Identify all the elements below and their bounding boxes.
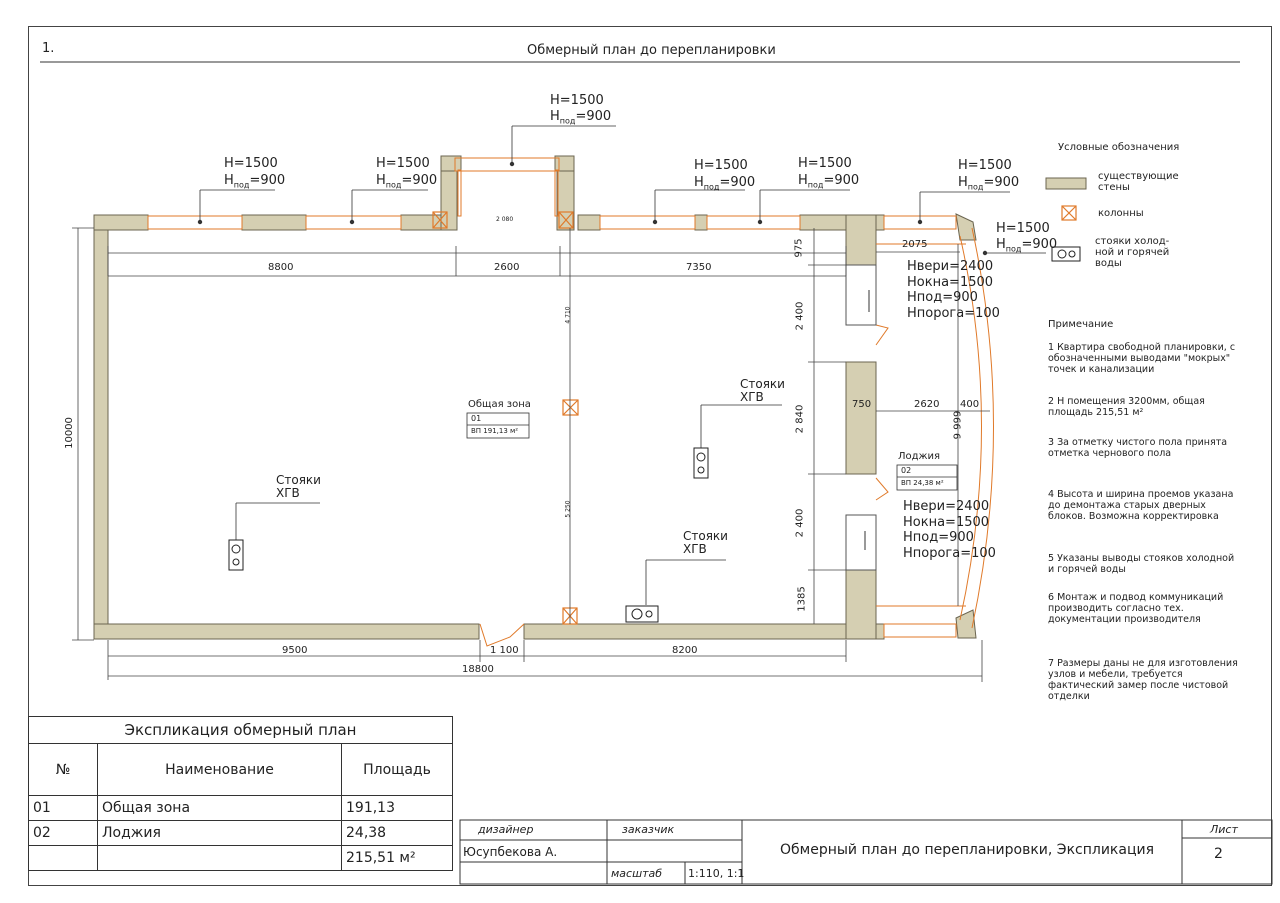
room-loggia-area: ВП 24,38 м²	[901, 479, 944, 487]
door-spec-lower: Hвери=2400 Hокна=1500 Hпод=900 Hпорога=100	[903, 499, 996, 561]
dim-right-4: 2 400	[794, 508, 806, 538]
explication-table	[28, 716, 453, 871]
customer-label: заказчик	[622, 823, 675, 836]
note-item: 6 Монтаж и подвод коммуникаций производить согласно тех. документации производителя	[1048, 592, 1224, 625]
dim-column-lower: 5 250	[564, 500, 572, 518]
dim-loggia-height: 9 999	[952, 410, 964, 440]
window-tag-h: H=1500	[694, 158, 748, 173]
window-tag-h: H=1500	[996, 221, 1050, 236]
legend-walls-label: существующие стены	[1098, 171, 1179, 193]
notes-title: Примечание	[1048, 319, 1114, 330]
window-tag-h: H=1500	[550, 93, 604, 108]
legend-title: Условные обозначения	[1058, 142, 1180, 153]
window-tag-hpod: $H_{под}=900$	[550, 109, 612, 126]
window-tag-h: H=1500	[798, 156, 852, 171]
sheet-number-value: 2	[1214, 846, 1223, 862]
note-item: 5 Указаны выводы стояков холодной и горячей воды	[1048, 553, 1235, 575]
explication-title: Экспликация обмерный план	[29, 717, 453, 744]
header-area: Площадь	[342, 744, 453, 796]
dim-loggia-top: 2075	[902, 239, 928, 250]
door-spec-upper: Hвери=2400 Hокна=1500 Hпод=900 Hпорога=100	[907, 259, 1000, 321]
window-tag-hpod: $H_{под}=900$	[996, 237, 1058, 254]
dim-bottom-total: 18800	[462, 664, 494, 675]
legend-risers-label: стояки холод- ной и горячей воды	[1095, 236, 1170, 269]
header-name: Наименование	[98, 744, 342, 796]
title-block-title: Обмерный план до перепланировки, Экспликация	[780, 842, 1155, 858]
dim-bay: 2 080	[496, 216, 514, 223]
note-item: 3 За отметку чистого пола принята отметка чернового пола	[1048, 437, 1228, 459]
dim-right-5: 1385	[796, 586, 808, 612]
dim-left-total: 10000	[63, 417, 75, 449]
sheet-label: Лист	[1210, 823, 1238, 836]
riser-label: Стояки ХГВ	[740, 377, 785, 404]
window-tag-hpod: $H_{под}=900$	[958, 175, 1020, 192]
scale-label: масштаб	[611, 867, 663, 880]
riser-label: Стояки ХГВ	[683, 529, 728, 556]
room-main-name: Общая зона	[468, 399, 531, 410]
window-tag-hpod: $H_{под}=900$	[376, 173, 438, 190]
dim-top-left: 8800	[268, 262, 294, 273]
columns	[433, 212, 578, 624]
note-item: 4 Высота и ширина проемов указана до демонтажа старых дверных блоков. Возможна корректировка	[1048, 489, 1234, 522]
note-item: 2 H помещения 3200мм, общая площадь 215,51 м²	[1048, 396, 1205, 418]
window-tag-h: H=1500	[376, 156, 430, 171]
window-tag-hpod: $H_{под}=900$	[798, 173, 860, 190]
table-row: 02 Лоджия 24,38	[29, 821, 453, 846]
room-main-area: ВП 191,13 м²	[471, 427, 519, 435]
dim-column-upper: 4 710	[564, 306, 572, 324]
riser-label: Стояки ХГВ	[276, 473, 321, 500]
room-loggia-name: Лоджия	[898, 451, 941, 462]
dim-loggia-mid-3: 400	[960, 399, 980, 410]
dim-top-right: 7350	[686, 262, 712, 273]
window-tag-hpod: $H_{под}=900$	[694, 175, 756, 192]
dim-right-1: 975	[793, 238, 805, 258]
header-number: №	[29, 744, 98, 796]
window-tag-h: H=1500	[224, 156, 278, 171]
note-item: 7 Размеры даны не для изготовления узлов и мебели, требуется фактический замер после чистовой отделки	[1048, 658, 1238, 702]
table-row: 215,51 м²	[29, 846, 453, 871]
designer-name: Юсупбекова А.	[463, 845, 558, 859]
window-tag-hpod: $H_{под}=900$	[224, 173, 286, 190]
dim-loggia-mid-1: 750	[852, 399, 872, 410]
dim-top-mid: 2600	[494, 262, 520, 273]
designer-label: дизайнер	[478, 823, 534, 836]
room-main-code: 01	[471, 414, 482, 423]
dim-loggia-mid-2: 2620	[914, 399, 940, 410]
dim-bottom-left: 9500	[282, 645, 308, 656]
scale-value: 1:110, 1:1	[688, 867, 745, 880]
dim-right-3: 2 840	[794, 404, 806, 434]
note-item: 1 Квартира свободной планировки, с обозначенными выводами "мокрых" точек и канализации	[1048, 342, 1236, 375]
table-row: 01 Общая зона 191,13	[29, 796, 453, 821]
dim-bottom-mid: 1 100	[490, 645, 519, 656]
window-tag-h: H=1500	[958, 158, 1012, 173]
sheet-number: 1.	[42, 41, 55, 56]
sheet-title: Обмерный план до перепланировки	[527, 43, 776, 58]
room-loggia-code: 02	[901, 466, 912, 475]
dim-right-2: 2 400	[794, 301, 806, 331]
existing-walls	[94, 156, 976, 639]
dim-bottom-right: 8200	[672, 645, 698, 656]
legend-columns-label: колонны	[1098, 208, 1144, 219]
